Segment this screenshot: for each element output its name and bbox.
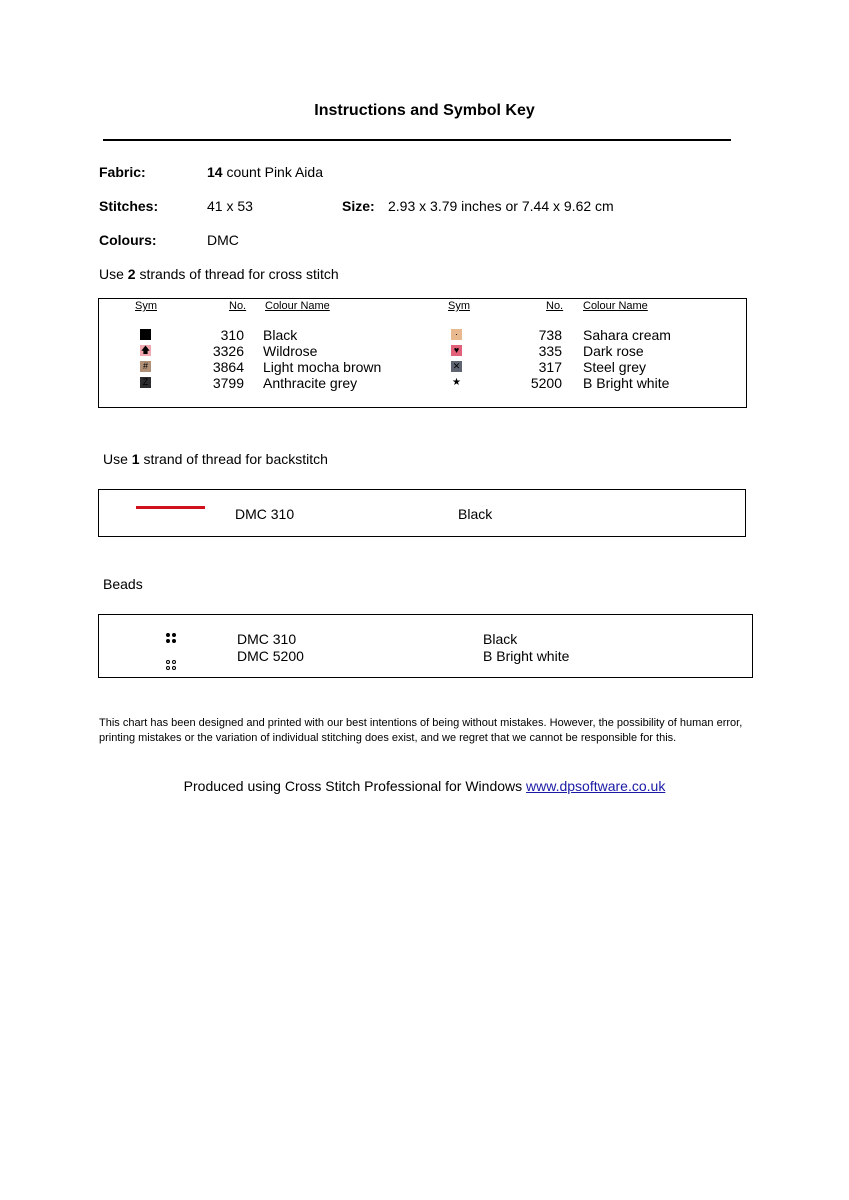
thread-colour-name: Light mocha brown: [263, 359, 382, 375]
thread-colour-name: Wildrose: [263, 343, 318, 359]
beads-box: [98, 614, 753, 678]
thread-number: 317: [538, 359, 562, 375]
thread-number: 738: [538, 327, 562, 343]
heart-icon: ♥: [451, 345, 462, 356]
black-bead-icon: [166, 633, 176, 643]
footer: [0, 778, 849, 794]
thread-colour-name: Sahara cream: [583, 327, 671, 343]
beads-heading: Beads: [103, 576, 143, 592]
colours-value: DMC: [207, 232, 239, 248]
bead-code: DMC 310: [237, 631, 297, 647]
footer-link[interactable]: www.dpsoftware.co.uk: [526, 778, 666, 794]
fabric-count: 14: [207, 164, 223, 180]
header-no-right: No.: [546, 300, 564, 312]
stitches-label: Stitches:: [99, 198, 159, 214]
bead-name: B Bright white: [483, 648, 570, 664]
thread-colour-name: Dark rose: [583, 343, 644, 359]
stitches-value: 41 x 53: [207, 198, 253, 214]
size-label: Size:: [342, 198, 375, 214]
intro-post: strands of thread for cross stitch: [139, 266, 339, 282]
backstitch-intro: [103, 451, 328, 467]
thread-number: 310: [220, 327, 244, 343]
dot-icon: ·: [451, 329, 462, 340]
arrow-up-icon: 🡅: [140, 345, 151, 355]
cross-stitch-intro: [99, 266, 339, 282]
page-title: Instructions and Symbol Key: [314, 102, 535, 119]
thread-colour-name: B Bright white: [583, 375, 670, 391]
star-icon: ★: [452, 377, 461, 388]
thread-number: 3799: [212, 375, 244, 391]
thread-colour-name: Steel grey: [583, 359, 647, 375]
thread-number: 335: [538, 343, 562, 359]
bead-code: DMC 5200: [237, 648, 304, 664]
black-square-icon: ■: [140, 329, 151, 340]
intro-pre: Use: [99, 266, 124, 282]
header-sym-right: Sym: [448, 300, 470, 312]
bs-intro-strands: 1: [131, 451, 140, 467]
cross-icon: ✕: [452, 361, 461, 371]
header-no-left: No.: [229, 300, 247, 312]
bead-name: Black: [483, 631, 518, 647]
fabric-rest: count Pink Aida: [226, 164, 323, 180]
title-divider: [103, 139, 731, 141]
fabric-label: Fabric:: [99, 164, 146, 180]
thread-number: 3864: [212, 359, 244, 375]
thread-colour-name: Black: [263, 327, 298, 343]
backstitch-line-sample: [136, 506, 205, 509]
footer-text: Produced using Cross Stitch Professional for Windows: [183, 778, 523, 794]
header-sym-left: Sym: [135, 300, 157, 312]
fabric-value: [207, 164, 323, 180]
backstitch-box: [98, 489, 746, 537]
bs-intro-pre: Use: [103, 451, 128, 467]
white-bead-icon: [166, 660, 176, 670]
intro-strands: 2: [127, 266, 136, 282]
header-name-right: Colour Name: [583, 300, 648, 312]
bs-intro-post: strand of thread for backstitch: [143, 451, 328, 467]
size-value: 2.93 x 3.79 inches or 7.44 x 9.62 cm: [388, 198, 614, 214]
disclaimer-text: This chart has been designed and printed with our best intentions of being without mistakes. However, the possibility of human error, printing mistakes or the variation of individual stitching does exist, and we regret that we cannot be responsible for this.: [99, 717, 743, 744]
z-icon: Z: [140, 377, 151, 388]
thread-number: 5200: [530, 375, 562, 391]
backstitch-code: DMC 310: [235, 506, 295, 522]
colours-label: Colours:: [99, 232, 157, 248]
thread-number: 3326: [212, 343, 244, 359]
hash-icon: #: [140, 361, 151, 372]
backstitch-name: Black: [458, 506, 493, 522]
header-name-left: Colour Name: [265, 300, 330, 312]
thread-colour-name: Anthracite grey: [263, 375, 358, 391]
